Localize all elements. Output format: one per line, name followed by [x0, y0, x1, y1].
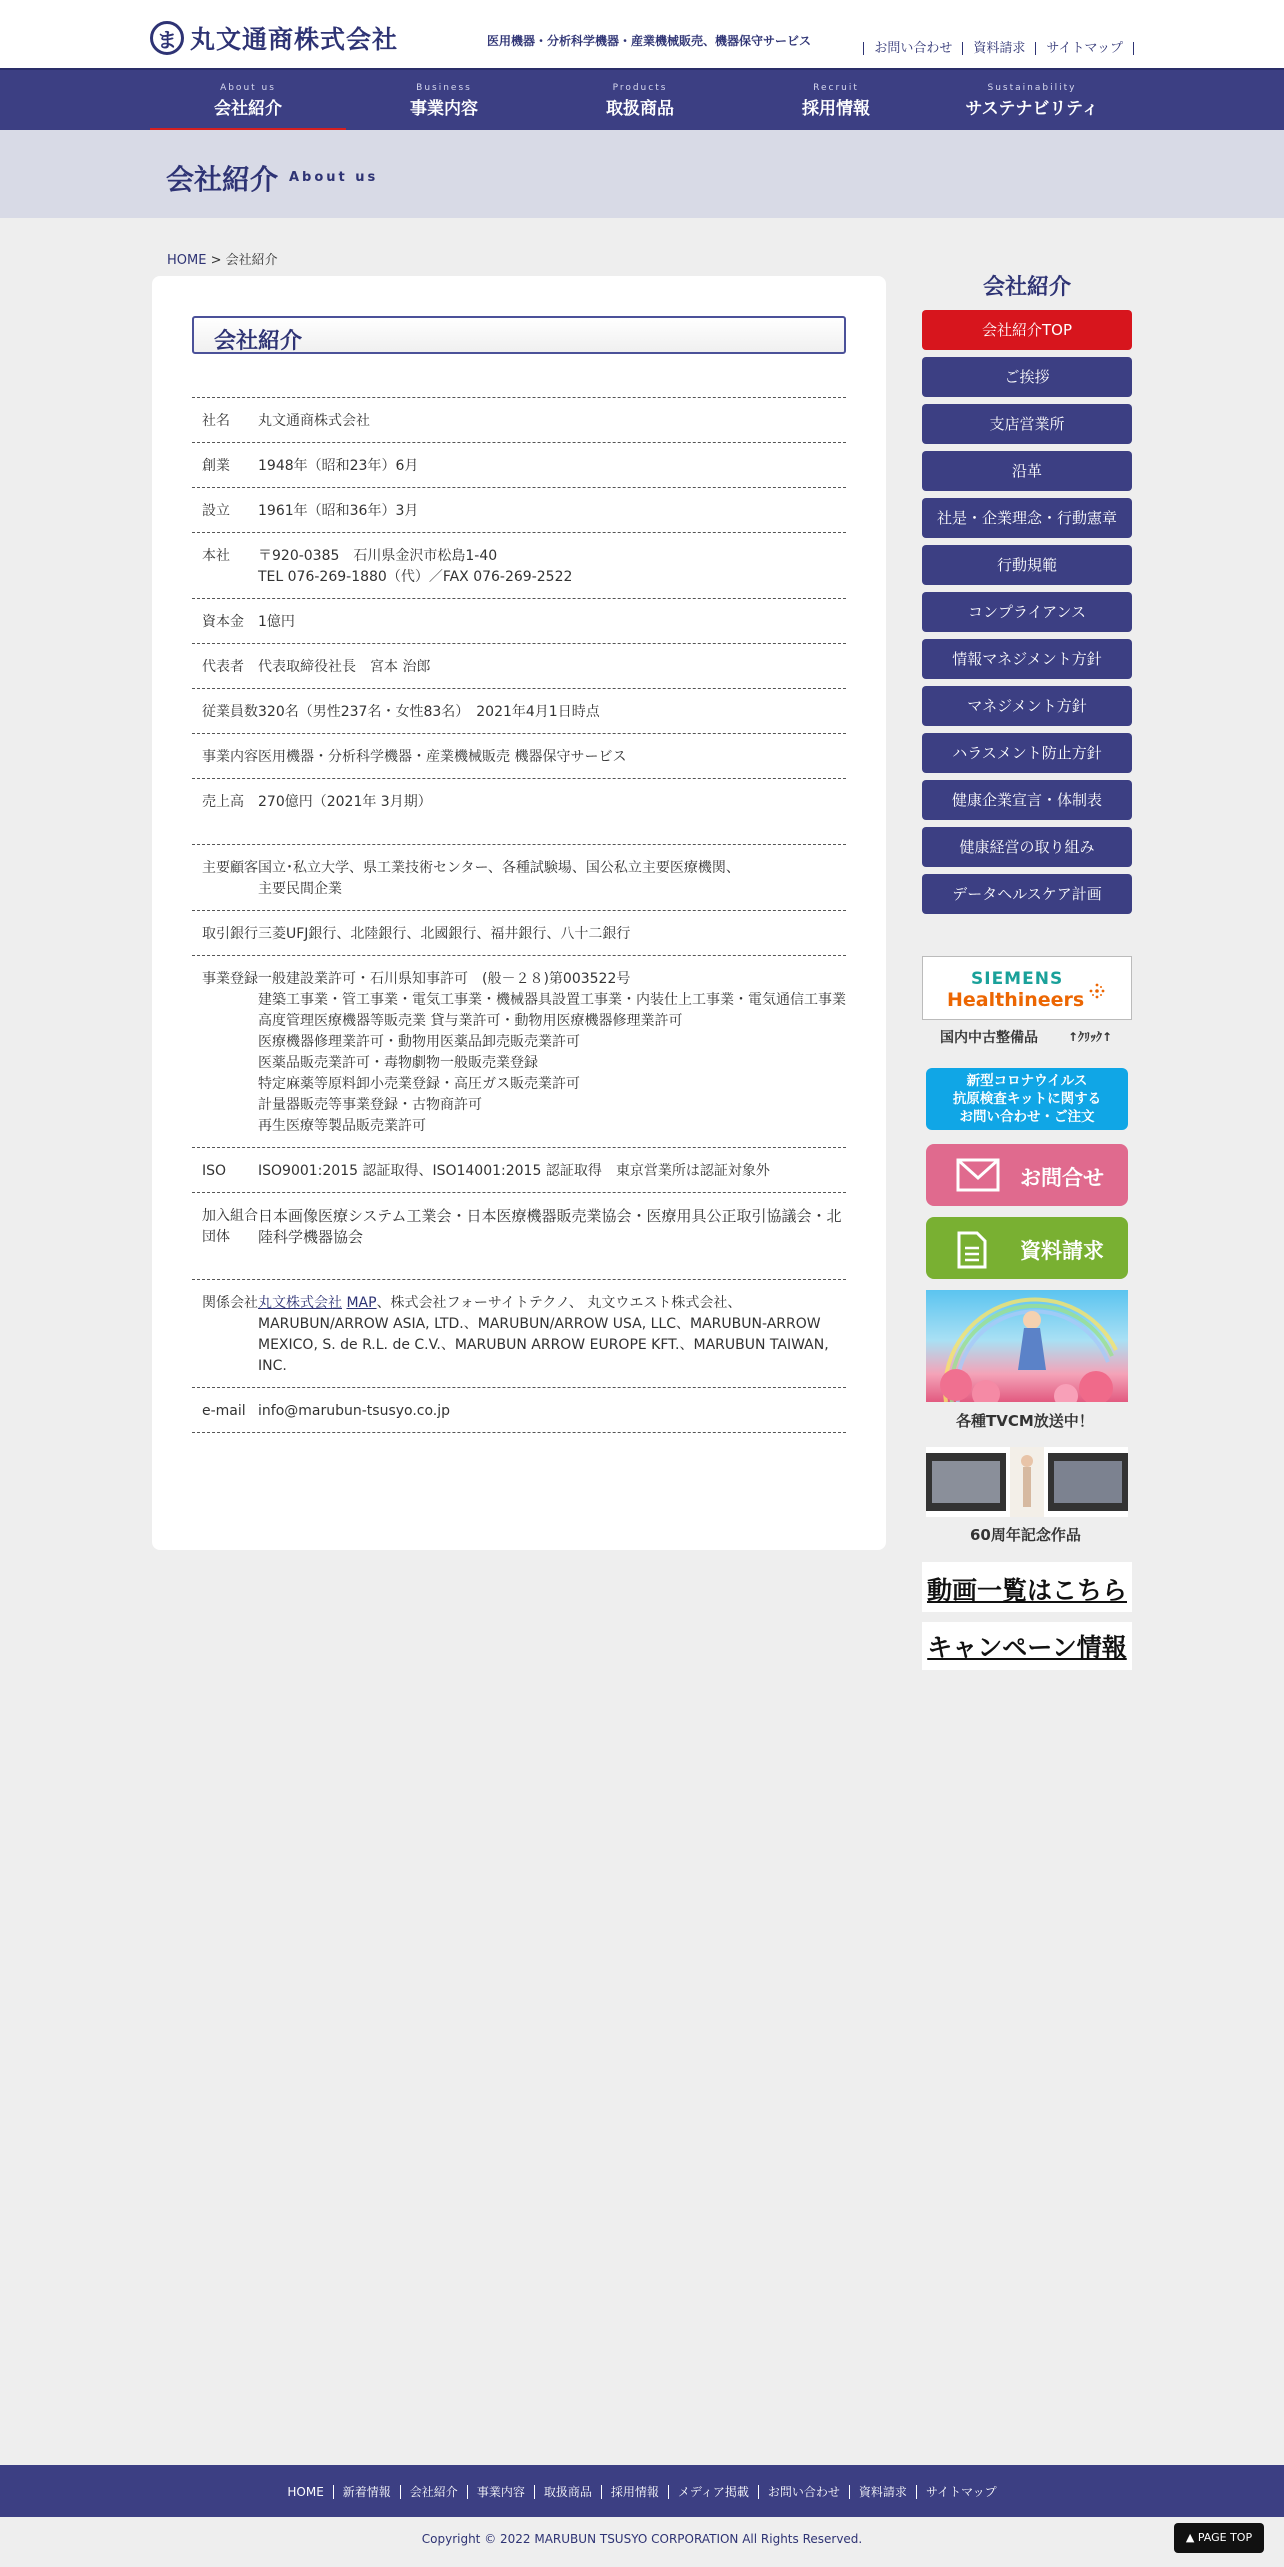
row-label: 関係会社: [202, 1295, 258, 1311]
footer-link[interactable]: 資料請求: [849, 2485, 916, 2499]
sidebar-item[interactable]: マネジメント方針: [922, 686, 1132, 726]
healthineers-dots-icon: [1089, 983, 1105, 999]
footer-link[interactable]: お問い合わせ: [758, 2485, 849, 2499]
nav-item-en: Business: [416, 83, 472, 93]
table-row: [192, 911, 846, 956]
nav-item-label: 事業内容: [410, 99, 478, 119]
row-value-line: ISO9001:2015 認証取得、ISO14001:2015 認証取得 東京営業所は認証対象外: [258, 1163, 770, 1179]
table-row: [192, 1193, 846, 1280]
row-value-line: 1961年（昭和36年）3月: [258, 503, 419, 519]
siemens-banner[interactable]: [922, 956, 1132, 1020]
row-label: 設立: [202, 503, 230, 519]
tvcm-banner-image[interactable]: [926, 1290, 1128, 1402]
sidebar-item[interactable]: ご挨拶: [922, 357, 1132, 397]
global-nav: [0, 68, 1284, 130]
row-value: [258, 657, 846, 678]
row-value-line: 計量器販売等事業登録・古物商許可: [258, 1097, 482, 1113]
row-value-line: 日本画像医療システム工業会・日本医療機器販売業協会・医療用具公正取引協議会・北陸科学機器協会: [258, 1207, 842, 1246]
row-value-line: 代表取締役社長 宮本 治郎: [258, 659, 431, 675]
contact-link[interactable]: お問い合わせ: [863, 42, 962, 55]
sidebar-item[interactable]: データヘルスケア計画: [922, 874, 1132, 914]
row-value-line: [258, 1248, 846, 1269]
corona-line: 抗原検査キットに関する: [952, 1091, 1102, 1107]
siemens-caption: 国内中古整備品: [940, 1030, 1038, 1046]
related-companies-text: 、株式会社フォーサイトテクノ、 丸文ウエスト株式会社、MARUBUN/ARROW ASIA, LTD.、MARUBUN/ARROW USA, LLC、MARUBUN-ARROW MEXICO, S. de R.L. de C.V.、MARUBUN ARROW EUROPE KFT.、MARUBUN TAIWAN, INC.: [258, 1295, 829, 1374]
footer-link[interactable]: 取扱商品: [534, 2485, 601, 2499]
request-docs-link[interactable]: 資料請求: [962, 42, 1035, 55]
row-label: 資本金: [202, 614, 244, 630]
row-label: 代表者: [202, 659, 244, 675]
nav-item-label: 会社紹介: [214, 99, 282, 119]
row-value: [258, 1293, 846, 1377]
nav-item-label: 採用情報: [802, 99, 870, 119]
row-value: [258, 1206, 846, 1269]
row-value-line: 丸文通商株式会社: [258, 413, 370, 429]
row-value-line: 〒920-0385 石川県金沢市松島1-40: [258, 548, 498, 564]
row-value-line: 320名（男性237名・女性83名） 2021年4月1日時点: [258, 704, 600, 720]
row-label: 従業員数: [202, 704, 258, 720]
table-row-related: [192, 1280, 846, 1388]
nav-item-business[interactable]: [346, 70, 542, 130]
row-value: [258, 924, 846, 945]
siemens-brand-text: SIEMENS: [971, 969, 1064, 989]
nav-item-about[interactable]: [150, 70, 346, 130]
row-value: [258, 747, 846, 768]
sidebar-item[interactable]: 沿革: [922, 451, 1132, 491]
table-row-email: [192, 1388, 846, 1433]
row-label: ISO: [202, 1163, 227, 1179]
company-info-table: [192, 397, 846, 1433]
nav-item-en: Recruit: [813, 83, 859, 93]
table-row: [192, 779, 846, 845]
site-header: [0, 0, 1284, 68]
envelope-icon: [956, 1158, 1000, 1192]
table-row: [192, 845, 846, 911]
row-label: 加入組合団体: [202, 1208, 258, 1245]
row-label: e-mail: [202, 1403, 246, 1419]
sidebar-item[interactable]: 健康企業宣言・体制表: [922, 780, 1132, 820]
nav-item-recruit[interactable]: [738, 70, 934, 130]
corona-test-kit-banner[interactable]: [926, 1068, 1128, 1130]
row-value: [258, 702, 846, 723]
tvcm-illustration: [926, 1290, 1128, 1402]
video-list-link[interactable]: 動画一覧はこちら: [922, 1562, 1132, 1612]
campaign-info-link[interactable]: キャンペーン情報: [922, 1622, 1132, 1670]
corona-line: 新型コロナウイルス: [966, 1073, 1088, 1089]
row-value: [258, 792, 846, 834]
header-utility-links: [863, 42, 1134, 55]
sidebar-item[interactable]: 社是・企業理念・行動憲章: [922, 498, 1132, 538]
table-row: [192, 689, 846, 734]
table-row: [192, 734, 846, 779]
marubun-link[interactable]: 丸文株式会社: [258, 1295, 342, 1311]
row-value-line: 医療機器修理業許可・動物用医薬品卸売販売業許可: [258, 1034, 580, 1050]
row-label: 売上高: [202, 794, 244, 810]
footer-links: [0, 2483, 1284, 2500]
document-icon: [956, 1231, 988, 1269]
row-label: 創業: [202, 458, 230, 474]
nav-item-en: Sustainability: [987, 83, 1077, 93]
anniversary-caption: 60周年記念作品: [970, 1526, 1081, 1544]
row-value-line: 主要民間企業: [258, 881, 342, 897]
table-row: [192, 1148, 846, 1193]
breadcrumb: [167, 249, 278, 268]
request-docs-button-label: 資料請求: [1020, 1239, 1104, 1263]
row-value: [258, 546, 846, 588]
breadcrumb-home-link[interactable]: HOME: [167, 253, 207, 268]
sidebar-item[interactable]: 会社紹介TOP: [922, 310, 1132, 350]
footer-link[interactable]: メディア掲載: [668, 2485, 758, 2499]
anniversary-banner-image[interactable]: [926, 1447, 1128, 1517]
row-label: 事業登録: [202, 971, 258, 987]
row-value-line: 1億円: [258, 614, 295, 630]
sidebar-item[interactable]: 行動規範: [922, 545, 1132, 585]
sidebar-item[interactable]: 健康経営の取り組み: [922, 827, 1132, 867]
row-value: [258, 501, 846, 522]
section-heading: [192, 316, 846, 354]
corona-line: お問い合わせ・ご注文: [959, 1109, 1095, 1125]
main-content-panel: [152, 276, 886, 1550]
sidebar-item[interactable]: 情報マネジメント方針: [922, 639, 1132, 679]
company-logo[interactable]: [150, 20, 398, 56]
footer-link[interactable]: サイトマップ: [916, 2485, 1006, 2499]
film-strip-illustration: [926, 1447, 1128, 1517]
footer-link[interactable]: 会社紹介: [400, 2485, 467, 2499]
row-value-line: 国立･私立大学、県工業技術センター、各種試験場、国公私立主要医療機関、: [258, 860, 740, 876]
table-row: [192, 443, 846, 488]
logo-text: 丸文通商株式会社: [190, 25, 399, 54]
footer-link[interactable]: HOME: [287, 2485, 324, 2499]
page-title: 会社紹介: [166, 163, 279, 196]
row-value-line: 建築工事業・管工事業・電気工事業・機械器具設置工事業・内装仕上工事業・電気通信工事業: [258, 992, 846, 1008]
row-value-line: 高度管理医療機器等販売業 貸与業許可・動物用医療機器修理業許可: [258, 1013, 683, 1029]
nav-item-label: 取扱商品: [606, 99, 674, 119]
nav-item-products[interactable]: [542, 70, 738, 130]
table-row: [192, 533, 846, 599]
table-row: [192, 488, 846, 533]
footer-nav: [0, 2465, 1284, 2517]
sidebar-item[interactable]: ハラスメント防止方針: [922, 733, 1132, 773]
row-value: [258, 612, 846, 633]
siemens-click-label: ↑ｸﾘｯｸ↑: [1068, 1030, 1113, 1044]
table-row: [192, 956, 846, 1148]
row-value: [258, 456, 846, 477]
row-label: 事業内容: [202, 749, 258, 765]
tvcm-caption: 各種TVCM放送中！: [956, 1412, 1094, 1430]
row-label: 主要顧客: [202, 860, 258, 876]
row-value-line: [258, 813, 846, 834]
row-value: [258, 1161, 846, 1182]
sitemap-link[interactable]: サイトマップ: [1035, 42, 1134, 55]
request-docs-button[interactable]: [926, 1217, 1128, 1279]
breadcrumb-current: 会社紹介: [225, 253, 278, 268]
row-value-line: 特定麻薬等原料卸小売業登録・高圧ガス販売業許可: [258, 1076, 580, 1092]
sidebar-item[interactable]: 支店営業所: [922, 404, 1132, 444]
row-value: [258, 969, 846, 1137]
table-row: [192, 599, 846, 644]
row-label: 社名: [202, 413, 230, 429]
row-label: 取引銀行: [202, 926, 258, 942]
footer-link[interactable]: 事業内容: [467, 2485, 534, 2499]
row-value: [258, 411, 846, 432]
row-value-line: 再生医療等製品販売業許可: [258, 1118, 426, 1134]
row-label: 本社: [202, 548, 230, 564]
row-value-line: 270億円（2021年 3月期）: [258, 794, 432, 810]
sidebar-title: 会社紹介: [982, 275, 1071, 300]
map-link[interactable]: MAP: [346, 1295, 377, 1311]
nav-item-sustainability[interactable]: [934, 70, 1130, 130]
section-heading-text: 会社紹介: [214, 329, 303, 354]
row-value-line: 1948年（昭和23年）6月: [258, 458, 419, 474]
page-title-en: About us: [289, 170, 379, 185]
row-value: [258, 858, 846, 900]
row-value-line: 医用機器・分析科学機器・産業機械販売 機器保守サービス: [258, 749, 627, 765]
nav-item-en: Products: [612, 83, 668, 93]
sidebar-item[interactable]: コンプライアンス: [922, 592, 1132, 632]
row-value-line: 三菱UFJ銀行、北陸銀行、北國銀行、福井銀行、八十二銀行: [258, 926, 631, 942]
siemens-sub-text: Healthineers: [947, 989, 1085, 1011]
page-top-button[interactable]: ▲ PAGE TOP: [1174, 2523, 1264, 2553]
table-row: [192, 398, 846, 443]
nav-item-en: About us: [220, 83, 276, 93]
copyright-text: Copyright © 2022 MARUBUN TSUSYO CORPORATION All Rights Reserved.: [421, 2532, 863, 2546]
footer-link[interactable]: 新着情報: [333, 2485, 400, 2499]
row-value-line: 一般建設業許可・石川県知事許可 (般－２８)第003522号: [258, 971, 631, 987]
row-value-line: TEL 076-269-1880（代）／FAX 076-269-2522: [258, 569, 573, 585]
table-row: [192, 644, 846, 689]
header-tagline: 医用機器・分析科学機器・産業機械販売、機器保守サービス: [487, 34, 812, 48]
row-value-line: 医薬品販売業許可・毒物劇物一般販売業登録: [258, 1055, 538, 1071]
email-value: info@marubun-tsusyo.co.jp: [258, 1403, 451, 1419]
contact-button-label: お問合せ: [1020, 1166, 1104, 1190]
contact-button[interactable]: [926, 1144, 1128, 1206]
logo-mark-icon: ま: [150, 21, 184, 55]
footer-link[interactable]: 採用情報: [601, 2485, 668, 2499]
nav-item-label: サステナビリティ: [965, 99, 1099, 119]
breadcrumb-separator: >: [210, 253, 222, 268]
